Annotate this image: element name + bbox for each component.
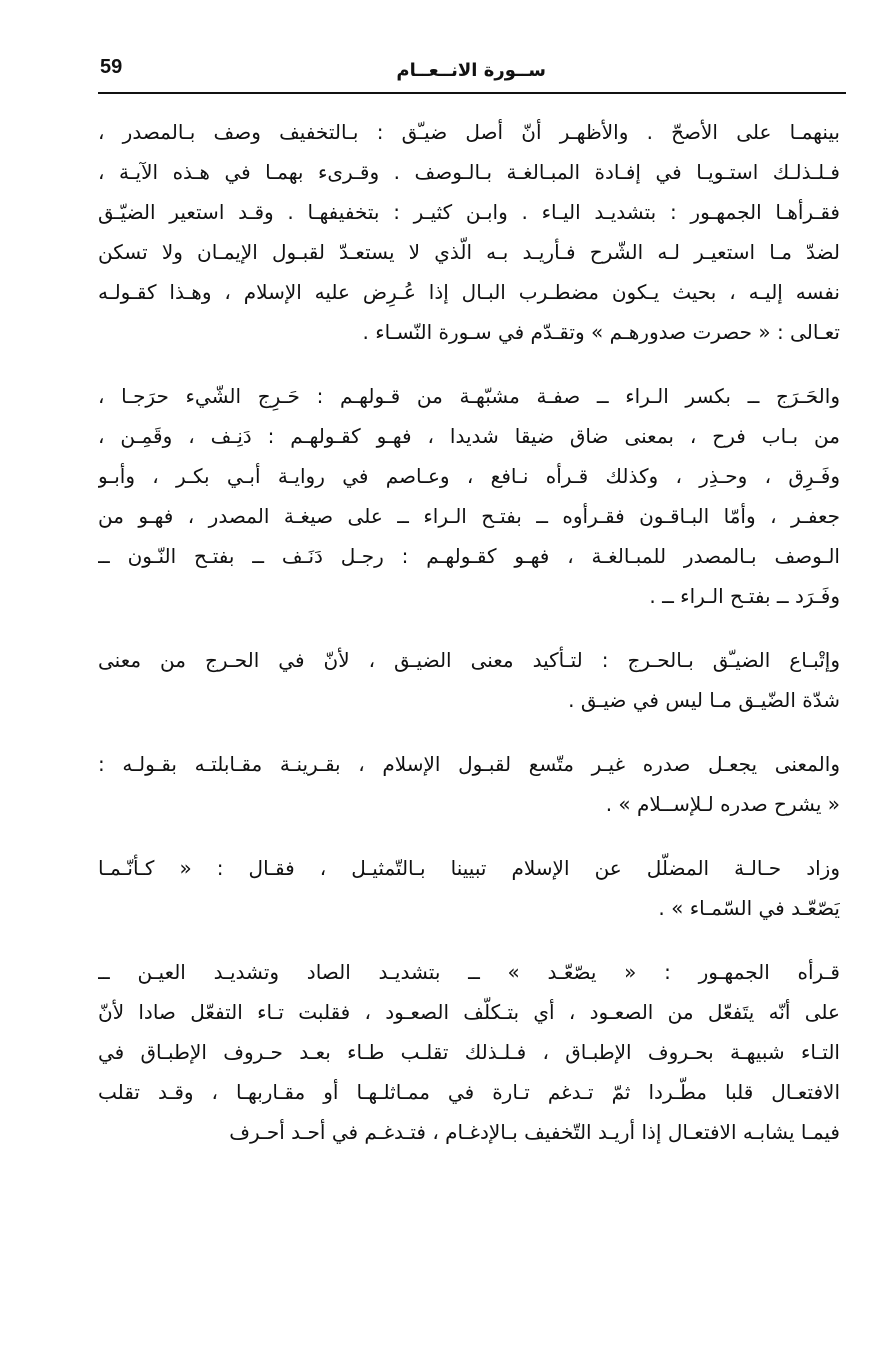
running-title: ســورة الانــعــام <box>396 60 546 81</box>
text-line: والمعنى يجعـل صدره غيـر متّسع لقبـول الإسلام ، بقـرينـة مقـابلتـه بقـولـه : <box>98 752 840 776</box>
text-line: وفَـرِق ، وحـذِر ، وكذلك قـرأه نـافع ، وعـاصم في روايـة أبـي بكـر ، وأبـو <box>98 464 840 488</box>
text-line: فقـرأهـا الجمهـور : بتشديـد اليـاء . وابـن كثيـر : بتخفيفهـا . وقـد استعير الضيّـق <box>98 200 840 224</box>
header-divider <box>98 92 846 94</box>
paragraph <box>98 744 840 824</box>
page-header <box>98 52 846 94</box>
text-line: شدّة الضّيـق مـا ليس في ضيـق . <box>568 688 840 712</box>
paragraph <box>98 640 840 720</box>
text-line: « يشرح صدره لـلإســلام » . <box>605 792 840 816</box>
text-line: من بـاب فرح ، بمعنى ضاق ضيقا شديدا ، فهـو كقـولهـم : دَنِـف ، وقَمِـن ، <box>98 424 840 448</box>
text-line: على أنّه يتَفعّل من الصعـود ، أي بتـكلّف الصعـود ، فقلبت تـاء التفعّل صادا لأنّ <box>98 1000 840 1024</box>
text-line: والحَـرَج ــ بكسر الـراء ــ صفـة مشبّهـة من قـولهـم : حَـرِج الشّيء حرَجـا ، <box>98 384 840 408</box>
paragraph <box>98 376 840 616</box>
text-line: جعفـر ، وأمّا البـاقـون فقـرأوه ــ بفتـح الـراء ــ على صيغـة المصدر ، فهـو من <box>98 504 840 528</box>
paragraph <box>98 848 840 928</box>
text-line: التـاء شبيهـة بحـروف الإطبـاق ، فـلـذلك تقلـب طـاء بعـد حـروف الإطبـاق في <box>98 1040 840 1064</box>
page-body-text <box>98 112 840 1176</box>
text-line: يَصّعّـد في السّمـاء » . <box>658 896 840 920</box>
text-line: الـوصف بـالمصدر للمبـالغـة ، فهـو كقـولهـم : رجـل دَنَـف ــ بفتـح النّـون ــ <box>98 544 840 568</box>
text-line: فيمـا يشابـه الافتعـال إذا أريـد التّخفيف بـالإدغـام ، فتـدغـم في أحـد أحـرف <box>229 1120 840 1144</box>
text-line: قـرأه الجمهـور : « يصّعّـد » ــ بتشديـد الصاد وتشديـد العيـن ــ <box>98 960 840 984</box>
text-line: الافتعـال قلبا مطّـردا ثمّ تـدغم تـارة في ممـاثلـهـا أو مقـاربهـا ، وقـد تقلب <box>98 1080 840 1104</box>
paragraph <box>98 112 840 352</box>
page-number: 59 <box>100 56 123 78</box>
text-line: وفَـرَد ــ بفتـح الـراء ــ . <box>649 584 840 608</box>
text-line: وزاد حـالـة المضلّل عن الإسلام تبيينا بـالتّمثيـل ، فقـال : « كـأنّـمـا <box>98 856 840 880</box>
text-line: لضدّ مـا استعيـر لـه الشّرح فـأريـد بـه الّذي لا يستعـدّ لقبـول الإيمـان ولا تسكن <box>98 240 840 264</box>
text-line: وإتْبـاع الضيـّق بـالحـرج : لتـأكيد معنى الضيـق ، لأنّ في الحـرج من معنى <box>98 648 840 672</box>
text-line: تعـالى : « حصرت صدورهـم » وتقـدّم في سـورة النّسـاء . <box>362 320 840 344</box>
text-line: فـلـذلـك استـويـا في إفـادة المبـالغـة بـالـوصف . وقـرىء بهمـا في هـذه الآيـة ، <box>98 160 840 184</box>
text-line: نفسه إليـه ، بحيث يـكون مضطـرب البـال إذا عُـرِض عليه الإسلام ، وهـذا كقـولـه <box>98 280 840 304</box>
paragraph <box>98 952 840 1152</box>
text-line: بينهمـا على الأصحّ . والأظهـر أنّ أصل ضيـّق : بـالتخفيف وصف بـالمصدر ، <box>98 120 840 144</box>
